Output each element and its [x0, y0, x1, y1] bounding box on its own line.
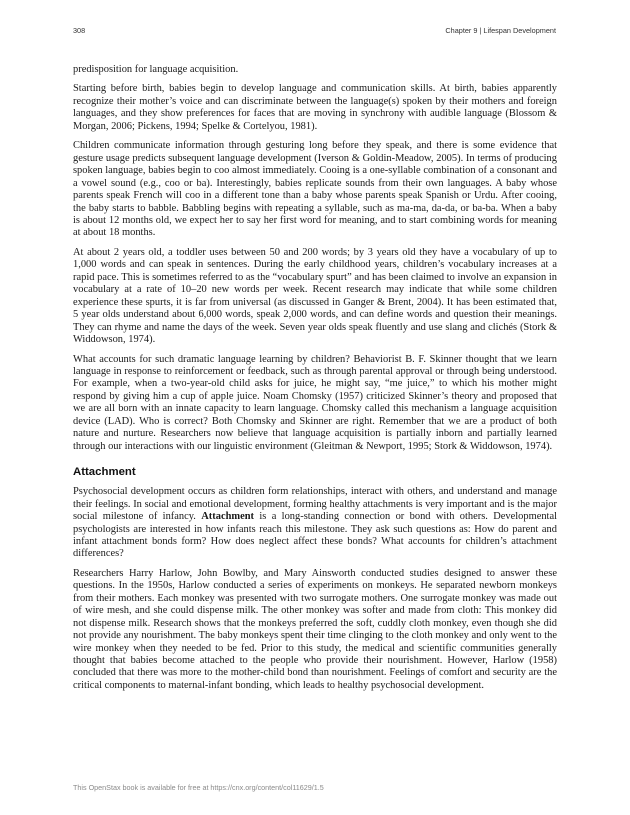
key-term-attachment: Attachment	[201, 511, 255, 523]
paragraph-birth: Starting before birth, babies begin to develop language and communication skills. At birth, babies apparently recognize their mother’s voice and can discriminate between the language(s) spoken by their mothers and foreign languages, and they show preferences for faces that are moving in synchrony with audible language (Blossom & Morgan, 2006; Pickens, 1994; Spelke & Cortelyou, 1981).	[73, 83, 557, 132]
page-body	[73, 64, 557, 699]
paragraph-psychosocial-part2: is a long-standing connection or bond with others. Developmental psychologists are interested in how infants reach this milestone. They ask such questions as: How do parent and infant attachment bonds form? How does neglect affect these bonds? What accounts for children’s attachment differences?	[73, 511, 557, 560]
page-number: 308	[73, 26, 86, 35]
paragraph-intro: predisposition for language acquisition.	[73, 64, 239, 75]
paragraph-skinner-chomsky: What accounts for such dramatic language learning by children? Behaviorist B. F. Skinner thought that we learn language in response to reinforcement or feedback, such as through parental approval or through being understood. For example, when a two-year-old child asks for juice, he might say, “me juice,” to which his mother might respond by giving him a cup of apple juice. Noam Chomsky (1957) criticized Skinner’s theory and proposed that we are all born with an innate capacity to learn language. Chomsky called this mechanism a language acquisition device (LAD). Who is correct? Both Chomsky and Skinner are right. Remember that we are a product of both nature and nurture. Researchers now believe that language acquisition is partially inborn and partially learned through our interactions with our linguistic environment (Gleitman & Newport, 1995; Stork & Widdowson, 1974).	[73, 353, 557, 452]
paragraph-harlow: Researchers Harry Harlow, John Bowlby, and Mary Ainsworth conducted studies designed to answer these questions. In the 1950s, Harlow conducted a series of experiments on monkeys. He separated newborn monkeys from their mothers. Each monkey was presented with two surrogate mothers. One surrogate monkey was made out of wire mesh, and she could dispense milk. The other monkey was softer and made from cloth: This monkey did not dispense milk. Research shows that the monkeys preferred the soft, cuddly cloth monkey, even though she did not provide any nourishment. The baby monkeys spent their time clinging to the cloth monkey and only went to the wire monkey when they needed to be fed. Prior to this study, the medical and scientific communities generally thought that babies become attached to the people who provide their nourishment. However, Harlow (1958) concluded that there was more to the mother-child bond than nourishment. Feelings of comfort and security are the critical components to maternal-infant bonding, which leads to healthy psychosocial development.	[73, 567, 557, 691]
paragraph-psychosocial-part1: Psychosocial development occurs as children form relationships, interact with others, and understand and manage their feelings. In social and emotional development, forming healthy attachments is very important and is the major social milestone of infancy.	[73, 486, 557, 523]
section-heading-attachment: Attachment	[73, 466, 136, 479]
paragraph-toddler: At about 2 years old, a toddler uses between 50 and 200 words; by 3 years old they have a vocabulary of up to 1,000 words and can speak in sentences. During the early childhood years, children’s vocabulary increases at a rapid pace. This is sometimes referred to as the “vocabulary spurt” and has been claimed to involve an expansion in vocabulary at a rate of 10–20 new words per week. Recent research may indicate that while some children experience these spurts, it is far from universal (as discussed in Ganger & Brent, 2004). It has been estimated that, 5 year olds understand about 6,000 words, speak 2,000 words, and can define words and question their meanings. They can rhyme and name the days of the week. Seven year olds speak fluently and use slang and clichés (Stork & Widdowson, 1974).	[73, 246, 557, 346]
page-footer: This OpenStax book is available for free at https://cnx.org/content/col11629/1.5	[73, 783, 324, 792]
paragraph-gesture: Children communicate information through gesturing long before they speak, and there is some evidence that gesture usage predicts subsequent language development (Iverson & Goldin-Meadow, 2005). In terms of producing spoken language, babies begin to coo almost immediately. Cooing is a one-syllable combination of a consonant and a vowel sound (e.g., coo or ba). Interestingly, babies replicate sounds from their own languages. A baby whose parents speak French will coo in a different tone than a baby whose parents speak Spanish or Urdu. After cooing, the baby starts to babble. Babbling begins with repeating a syllable, such as ma-ma, da-da, or ba-ba. When a baby is about 12 months old, we expect her to say her first word for meaning, and to start combining words for meaning at about 18 months.	[73, 140, 557, 239]
chapter-title: Chapter 9 | Lifespan Development	[445, 26, 556, 35]
paragraph-psychosocial	[73, 486, 557, 561]
